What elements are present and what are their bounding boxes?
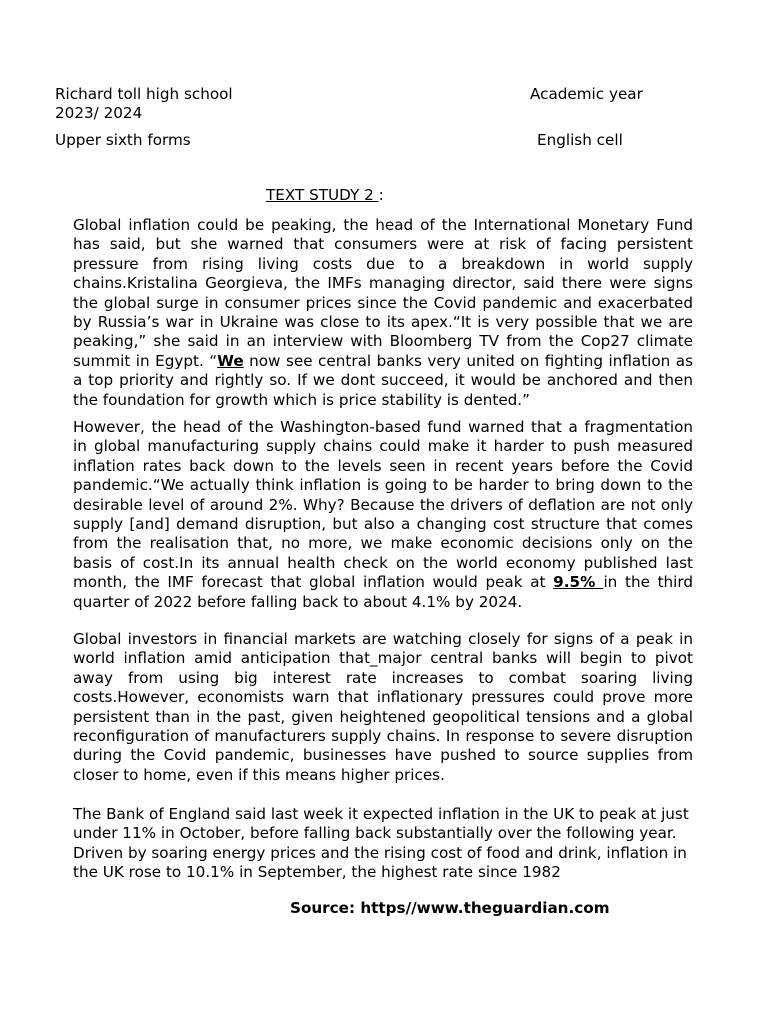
- school-year: 2023/ 2024: [55, 104, 143, 122]
- source-citation: Source: https//www.theguardian.com: [290, 899, 610, 917]
- page-title: [266, 186, 384, 204]
- paragraph-2-emphasis: 9.5%: [553, 573, 604, 592]
- school-name: Richard toll high school: [55, 85, 233, 103]
- paragraph-2: [73, 418, 693, 612]
- paragraph-1-text-a: Global inflation could be peaking, the head of the International Monetary Fund has said, but she warned that consumers were at risk of facing persistent pressure from rising living costs due to a breakdown in world supply chains.Kristalina Georgieva, the IMFs managing director, said there were signs the global surge in consumer prices since the Covid pandemic and exacerbated by Russia’s war in Ukraine was close to its apex.“It is very possible that we are peaking,” she said in an interview with Bloomberg TV from the Cop27 climate summit in Egypt. “: [73, 216, 693, 370]
- paragraph-1: [73, 216, 693, 410]
- academic-year-label: Academic year: [530, 85, 643, 103]
- title-text: TEXT STUDY 2: [266, 186, 379, 204]
- paragraph-1-emphasis: We: [217, 351, 244, 370]
- paragraph-4: The Bank of England said last week it expected inflation in the UK to peak at just under 11% in October, before falling back substantially over the following year. Driven by soaring energy prices and the rising cost of food and drink, inflation in the UK rose to 10.1% in September, the highest rate since 1982: [73, 805, 689, 882]
- department-cell: English cell: [537, 131, 623, 149]
- paragraph-2-text-c: in the third quarter of 2022 before falling back to about 4.1% by 2024.: [73, 573, 694, 611]
- paragraph-2-text-a: However, the head of the Washington-based fund warned that a fragmentation in global manufacturing supply chains could make it harder to push measured inflation rates back down to the levels seen in recent years before the Covid pandemic.“We actually think inflation is going to be harder to bring down to the desirable level of around 2%. Why? Because the drivers of deflation are not only supply [and] demand disruption, but also a changing cost structure that comes from the realisation that, no more, we make economic decisions only on the basis of cost.In its annual health check on the world economy published last month, the IMF forecast that global inflation would peak at: [73, 418, 693, 592]
- paragraph-1-text-c: now see central banks very united on fighting inflation as a top priority and rightly so. If we dont succeed, it would be anchored and then the foundation for growth which is price stability is dented.”: [73, 351, 693, 409]
- title-colon: :: [378, 186, 384, 204]
- class-forms: Upper sixth forms: [55, 131, 191, 149]
- paragraph-3: Global investors in financial markets are watching closely for signs of a peak in world inflation amid anticipation that_major central banks will begin to pivot away from using big interest rate increases to combat soaring living costs.However, economists warn that inflationary pressures could prove more persistent than in the past, given heightened geopolitical tensions and a global reconfiguration of manufacturers supply chains. In response to severe disruption during the Covid pandemic, businesses have pushed to source supplies from closer to home, even if this means higher prices.: [73, 630, 693, 784]
